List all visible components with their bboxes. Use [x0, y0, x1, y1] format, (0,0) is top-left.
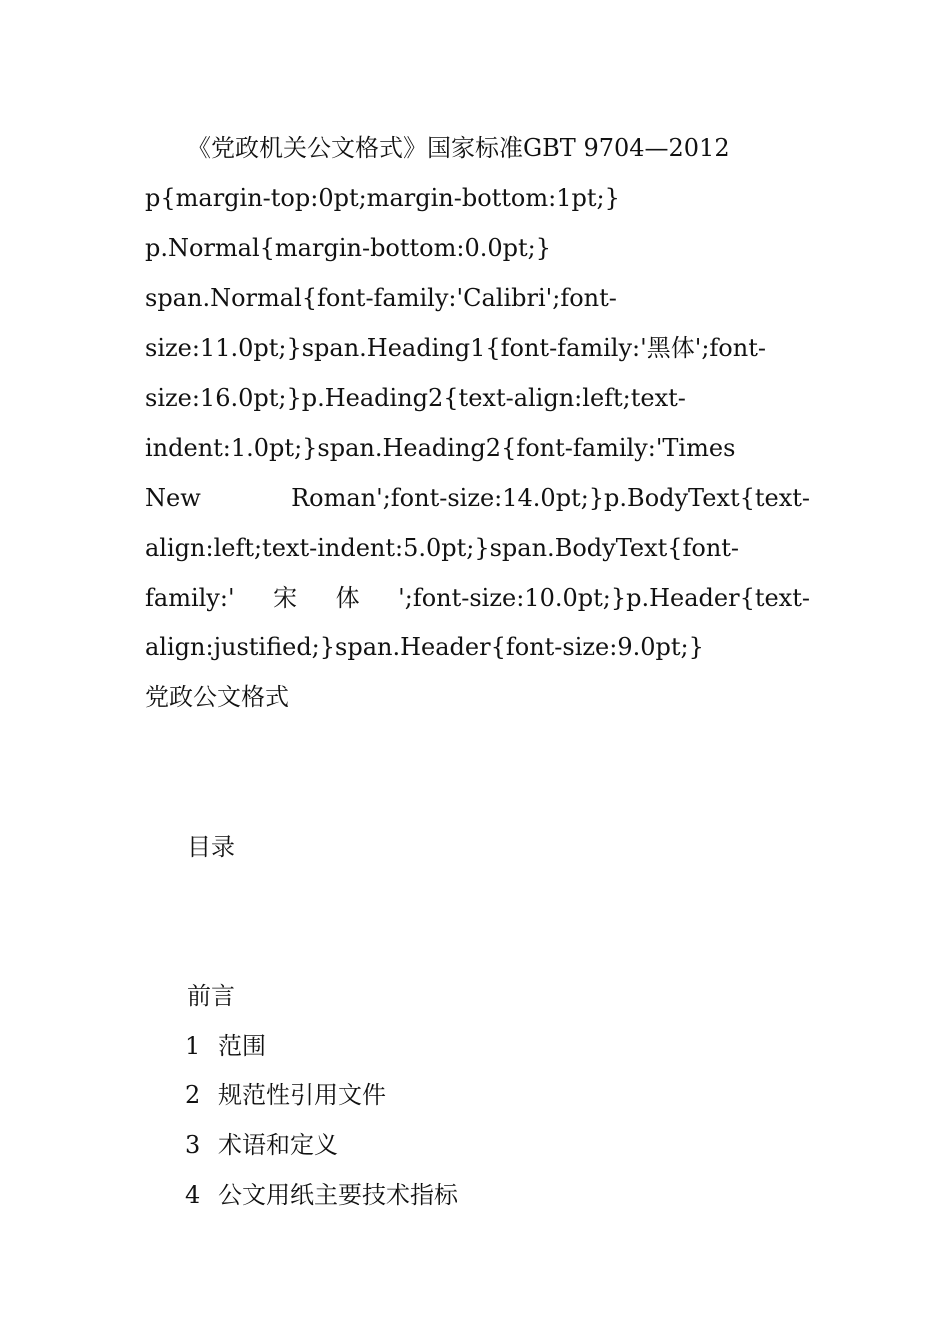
- toc-item: [185, 1031, 266, 1061]
- section-title: 党政公文格式: [145, 683, 289, 711]
- toc-item-label: 规范性引用文件: [218, 1081, 386, 1109]
- toc-item-label: 范围: [218, 1032, 266, 1060]
- css-line-5: size:16.0pt;}p.Heading2{text-align:left;text-: [145, 384, 686, 412]
- css-line-10: align:justified;}span.Header{font-size:9.0pt;}: [145, 633, 704, 661]
- css-line-9-part-4: ';font-size:10.0pt;}p.Header{text-: [398, 584, 810, 612]
- toc-item-number: 1: [185, 1032, 201, 1060]
- css-line-7-word-1: New: [145, 484, 201, 512]
- toc-item: [185, 1080, 386, 1110]
- toc-item-number: 4: [185, 1181, 201, 1209]
- toc-item-label: 公文用纸主要技术指标: [218, 1181, 458, 1209]
- preface-heading: 前言: [187, 982, 235, 1010]
- css-line-4: size:11.0pt;}span.Heading1{font-family:'黑体';font-: [145, 334, 766, 362]
- toc-item-number: 3: [185, 1131, 201, 1159]
- toc-item-number: 2: [185, 1081, 201, 1109]
- toc-heading: 目录: [187, 833, 235, 861]
- css-line-9-part-1: family:': [145, 584, 235, 612]
- css-line-1: p{margin-top:0pt;margin-bottom:1pt;}: [145, 184, 620, 212]
- css-line-7: [145, 483, 810, 513]
- css-line-8: align:left;text-indent:5.0pt;}span.BodyText{font-: [145, 534, 740, 562]
- css-line-3: span.Normal{font-family:'Calibri';font-: [145, 284, 617, 312]
- css-line-9: [145, 583, 810, 613]
- css-line-9-part-2: 宋: [273, 584, 298, 612]
- css-line-7-word-2: Roman';font-size:14.0pt;}p.BodyText{text-: [291, 484, 810, 512]
- toc-item: [185, 1130, 338, 1160]
- css-line-6: indent:1.0pt;}span.Heading2{font-family:'Times: [145, 434, 736, 462]
- css-line-2: p.Normal{margin-bottom:0.0pt;}: [145, 234, 551, 262]
- css-line-9-part-3: 体: [335, 584, 360, 612]
- toc-item: [185, 1180, 458, 1210]
- toc-item-label: 术语和定义: [218, 1131, 338, 1159]
- document-title: 《党政机关公文格式》国家标准GBT 9704—2012: [187, 134, 730, 162]
